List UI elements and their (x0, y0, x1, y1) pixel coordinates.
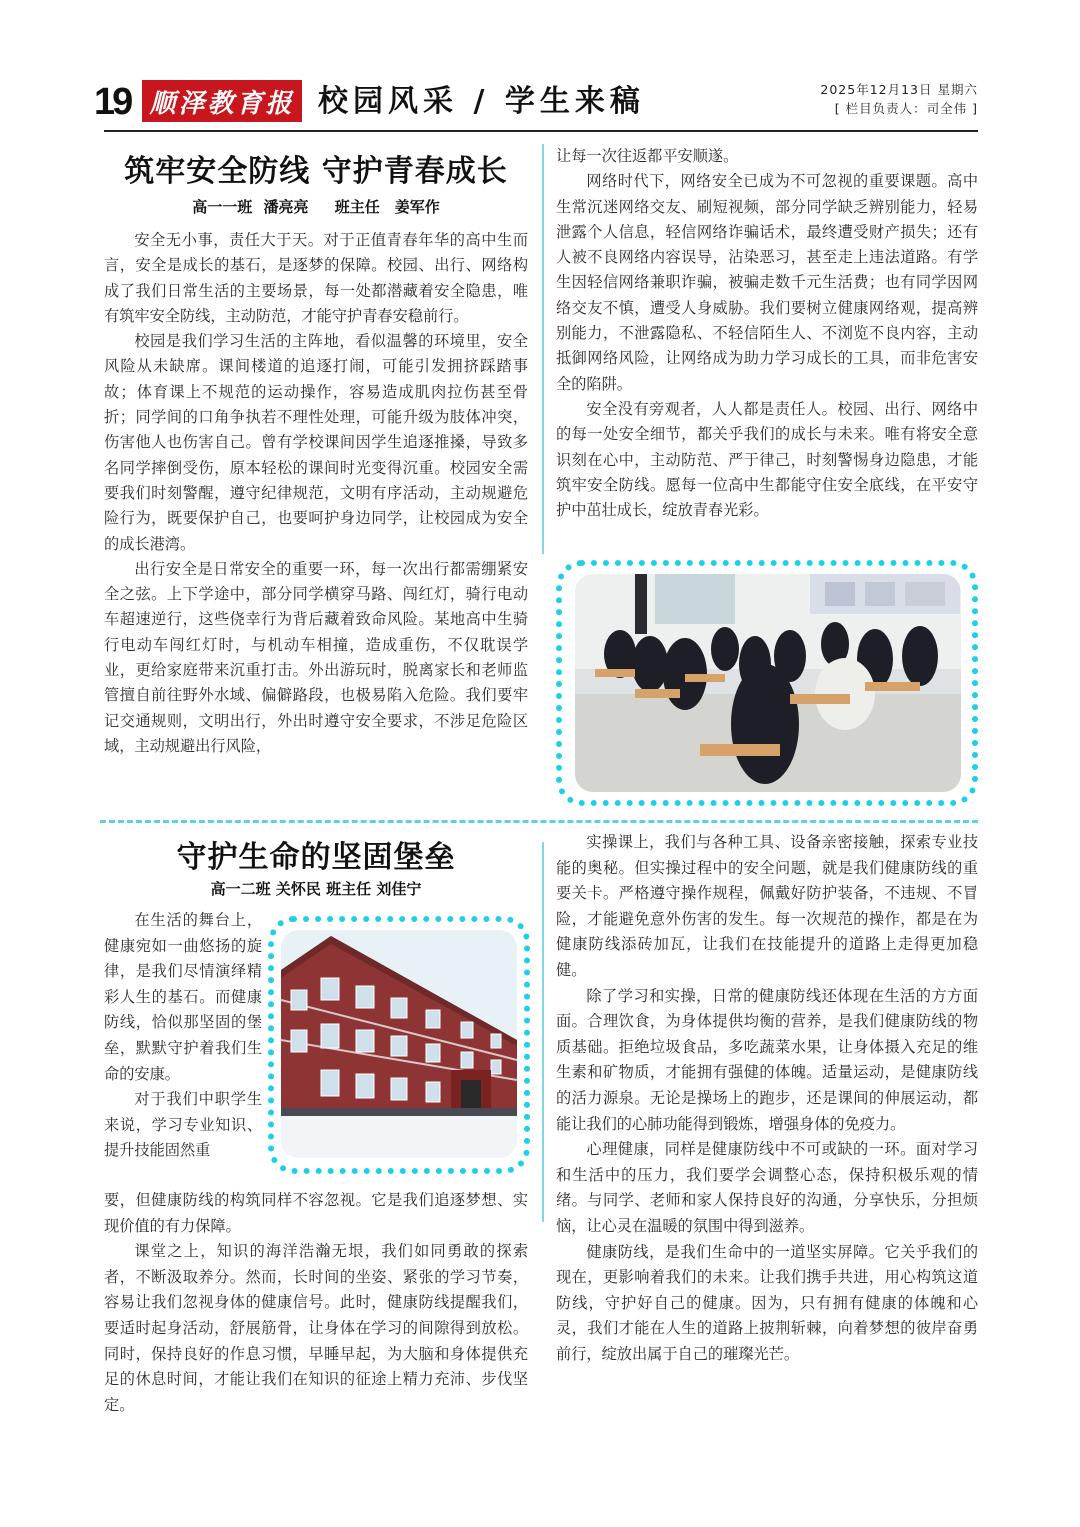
header-rule (104, 130, 978, 132)
paragraph: 安全没有旁观者，人人都是责任人。校园、出行、网络中的每一处安全细节，都关乎我们的成长与未来。唯有将安全意识刻在心中，主动防范、严于律己，时刻警惕身边隐患，才能筑牢安全防线。愿每一位高中生都能守住安全底线，在平安守护中茁壮成长，绽放青春光彩。 (556, 399, 978, 520)
article1-left-column (104, 228, 528, 759)
section-divider (100, 820, 978, 823)
issue-date: 2025年12月13日 星期六 (820, 82, 978, 97)
building-image (281, 930, 517, 1158)
paragraph: 网络时代下，网络安全已成为不可忽视的重要课题。高中生常沉迷网络交友、刷短视频，部分同学缺乏辨别能力，轻易泄露个人信息，轻信网络诈骗话术，最终遭受财产损失；还有人被不良网络内容误导，沾染恶习，甚至走上违法道路。有学生因轻信网络兼职诈骗，被骗走数千元生活费；也有同学因网络交友不慎，遭受人身威胁。我们要树立健康网络观，提高辨别能力，不泄露隐私、不轻信陌生人、不浏览不良内容，主动抵御网络风险，让网络成为助力学习成长的工具，而非危害安全的陷阱。 (556, 172, 978, 393)
newspaper-name: 顺泽教育报 (149, 88, 295, 119)
article2-title: 守护生命的坚固堡垒 (176, 840, 456, 875)
paragraph: 心理健康，同样是健康防线中不可或缺的一环。面对学习和生活中的压力，我们要学会调整心态，保持积极乐观的情绪。与同学、老师和家人保持良好的沟通，分享快乐，分担烦恼，让心灵在温暖的氛围中得到滋养。 (556, 1140, 978, 1235)
column-divider (542, 144, 544, 554)
page-number: 19 (94, 81, 131, 123)
article2-left-column (104, 1188, 528, 1418)
paragraph: 实操课上，我们与各种工具、设备亲密接触，探索专业技能的奥秘。但实操过程中的安全问题，就是我们健康防线的重要关卡。严格遵守操作规程，佩戴好防护装备，不违规、不冒险，才能避免意外伤害的发生。每一次规范的操作，都是在为健康防线添砖加瓦，让我们在技能提升的道路上走得更加稳健。 (556, 833, 978, 979)
paragraph: 课堂之上，知识的海洋浩瀚无垠，我们如同勇敢的探索者，不断汲取养分。然而，长时间的坐姿、紧张的学习节奏，容易让我们忽视身体的健康信号。此时，健康防线提醒我们，要适时起身活动，舒展筋骨，让身体在学习的间隙得到放松。同时，保持良好的作息习惯，早睡早起，为大脑和身体提供充足的休息时间，才能让我们在知识的征途上精力充沛、步伐坚定。 (104, 1242, 528, 1414)
paragraph: 健康防线，是我们生命中的一道坚实屏障。它关乎我们的现在，更影响着我们的未来。让我们携手共进，用心构筑这道防线，守护好自己的健康。因为，只有拥有健康的体魄和心灵，我们才能在人生的道路上披荆斩棘，向着梦想的彼岸奋勇前行，绽放出属于自己的璀璨光芒。 (556, 1242, 978, 1363)
masthead (94, 78, 978, 130)
paragraph-continuation: 要，但健康防线的构筑同样不容忽视。它是我们追逐梦想、实现价值的有力保障。 (104, 1191, 528, 1235)
paragraph: 出行安全是日常安全的重要一环，每一次出行都需绷紧安全之弦。上下学途中，部分同学横穿马路、闯红灯，骑行电动车超速逆行，这些侥幸行为背后藏着致命风险。某地高中生骑行电动车闯红灯时，与机动车相撞，造成重伤，不仅耽误学业，更给家庭带来沉重打击。外出游玩时，脱离家长和老师监管擅自前往野外水域、偏僻路段，也极易陷入危险。我们要牢记交通规则，文明出行，外出时遵守安全要求，不涉足危险区域，主动规避出行风险， (104, 559, 528, 755)
newspaper-logo (142, 80, 302, 122)
classroom-photo (575, 574, 961, 792)
article1-title: 筑牢安全防线 守护青春成长 (124, 154, 508, 189)
paragraph: 除了学习和实操，日常的健康防线还体现在生活的方方面面。合理饮食，为身体提供均衡的营养，是我们健康防线的物质基础。拒绝垃圾食品，多吃蔬菜水果，让身体摄入充足的维生素和矿物质，才能拥有强健的体魄。适量运动，是健康防线的活力源泉。无论是操场上的跑步，还是课间的伸展运动，都能让我们的心肺功能得到锻炼，增强身体的免疫力。 (556, 986, 978, 1133)
school-building-photo (281, 930, 517, 1158)
section-title: 校园风采 / 学生来稿 (318, 84, 645, 119)
paragraph: 对于我们中职学生来说，学习专业知识、提升技能固然重 (104, 1090, 262, 1160)
article2-byline: 高一二班 关怀民 班主任 刘佳宁 (210, 880, 422, 898)
article1-right-column (556, 144, 978, 523)
column-editor: [ 栏目负责人：司全伟 ] (834, 101, 978, 116)
paragraph: 安全无小事，责任大于天。对于正值青春年华的高中生而言，安全是成长的基石，是逐梦的保障。校园、出行、网络构成了我们日常生活的主要场景，每一处都潜藏着安全隐患，唯有筑牢安全防线，主动防范，才能守护青春安稳前行。 (104, 231, 528, 325)
paragraph: 校园是我们学习生活的主阵地，看似温馨的环境里，安全风险从未缺席。课间楼道的追逐打闹，可能引发拥挤踩踏事故；体育课上不规范的运动操作，容易造成肌肉拉伤甚至骨折；同学间的口角争执若不理性处理，可能升级为肢体冲突，伤害他人也伤害自己。曾有学校课间因学生追逐推搡，导致多名同学摔倒受伤，原本轻松的课间时光变得沉重。校园安全需要我们时刻警醒，遵守纪律规范，文明有序活动，主动规避危险行为，既要保护自己，也要呵护身边同学，让校园成为安全的成长港湾。 (104, 332, 528, 553)
column-divider (542, 842, 544, 1222)
classroom-image (575, 574, 961, 792)
article1-byline: 高一一班 潘亮亮 班主任 姜军作 (192, 198, 440, 216)
article2-wrap-column (104, 908, 262, 1164)
paragraph: 在生活的舞台上，健康宛如一曲悠扬的旋律，是我们尽情演绎精彩人生的基石。而健康防线，恰似那坚固的堡垒，默默守护着我们生命的安康。 (104, 911, 262, 1083)
issue-meta (820, 80, 978, 118)
article2-right-column (556, 830, 978, 1367)
paragraph-continuation: 让每一次往返都平安顺遂。 (556, 147, 739, 165)
